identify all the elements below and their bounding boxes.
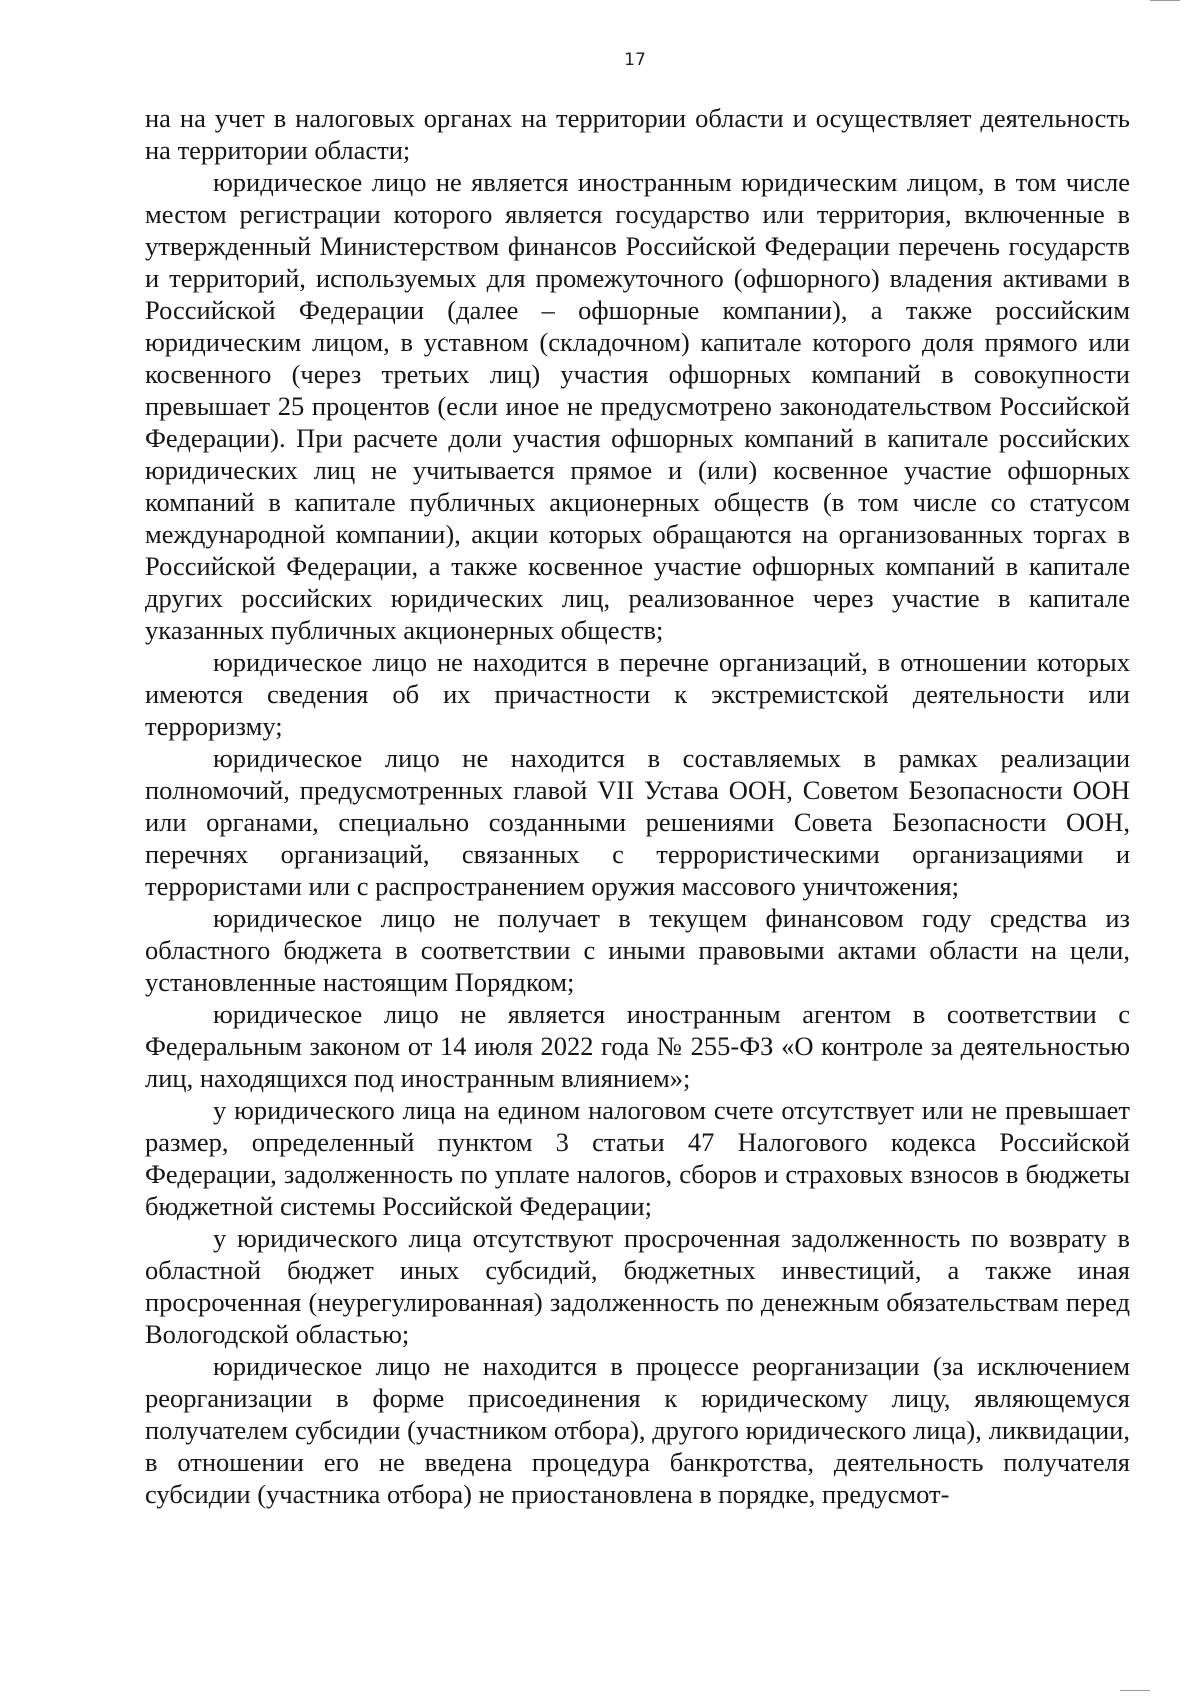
- paragraph-un-sanctions-list: юридическое лицо не находится в составляемых в рамках реализации полномочий, предусмотренных главой VII Устава ООН, Советом Безопасности ООН или органами, специально созданными решениями Совета Безопасности ООН, перечнях организаций, связанных с террористическими организациями и террористами или с распространением оружия массового уничтожения;: [145, 743, 1130, 901]
- paragraph-overdue-debt: у юридического лица отсутствуют просроченная задолженность по возврату в областной бюджет иных субсидий, бюджетных инвестиций, а также иная просроченная (неурегулированная) задолженность по денежным обязательствам перед Вологодской областью;: [145, 1223, 1130, 1349]
- paragraph-foreign-agent: юридическое лицо не является иностранным агентом в соответствии с Федеральным законом от 14 июля 2022 года № 255-ФЗ «О контроле за деятельностью лиц, находящихся под иностранным влиянием»;: [145, 999, 1130, 1093]
- paragraph-continuation: на на учет в налоговых органах на территории области и осуществляет деятельность на территории области;: [145, 103, 1130, 165]
- page-number: 17: [624, 50, 646, 70]
- scan-edge-mark-top: [1150, 0, 1180, 1]
- scan-edge-mark-bottom: [1120, 1690, 1150, 1691]
- paragraph-reorganization: юридическое лицо не находится в процессе реорганизации (за исключением реорганизации в форме присоединения к юридическому лицу, являющемуся получателем субсидии (участником отбора), другого юридического лица), ликвидации, в отношении его не введена процедура банкротства, деятельность получателя субсидии (участника отбора) не приостановлена в порядке, предусмот-: [145, 1351, 1130, 1509]
- paragraph-extremism-list: юридическое лицо не находится в перечне организаций, в отношении которых имеются сведения об их причастности к экстремистской деятельности или терроризму;: [145, 647, 1130, 741]
- paragraph-tax-debt: у юридического лица на едином налоговом счете отсутствует или не превышает размер, определенный пунктом 3 статьи 47 Налогового кодекса Российской Федерации, задолженность по уплате налогов, сборов и страховых взносов в бюджеты бюджетной системы Российской Федерации;: [145, 1095, 1130, 1221]
- document-body: [145, 102, 1130, 1510]
- paragraph-offshore-status: юридическое лицо не является иностранным юридическим лицом, в том числе местом регистрации которого является государство или территория, включенные в утвержденный Министерством финансов Российской Федерации перечень государств и территорий, используемых для промежуточного (офшорного) владения активами в Российской Федерации (далее – офшорные компании), а также российским юридическим лицом, в уставном (складочном) капитале которого доля прямого или косвенного (через третьих лиц) участия офшорных компаний в совокупности превышает 25 процентов (если иное не предусмотрено законодательством Российской Федерации). При расчете доли участия офшорных компаний в капитале российских юридических лиц не учитывается прямое и (или) косвенное участие офшорных компаний в капитале публичных акционерных обществ (в том числе со статусом международной компании), акции которых обращаются на организованных торгах в Российской Федерации, а также косвенное участие офшорных компаний в капитале других российских юридических лиц, реализованное через участие в капитале указанных публичных акционерных обществ;: [145, 167, 1130, 645]
- paragraph-no-other-funding: юридическое лицо не получает в текущем финансовом году средства из областного бюджета в соответствии с иными правовыми актами области на цели, установленные настоящим Порядком;: [145, 903, 1130, 997]
